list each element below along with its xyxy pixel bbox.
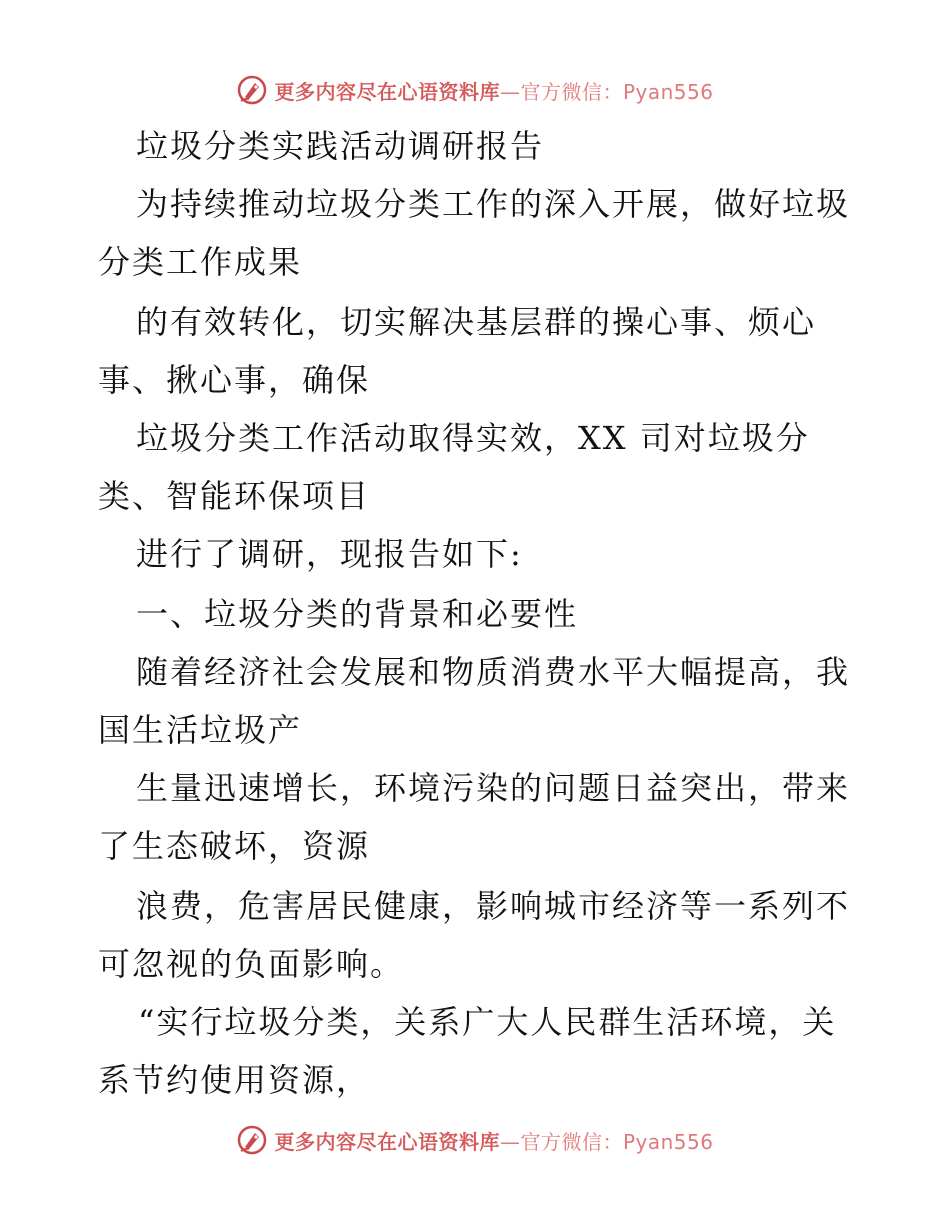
paragraph-line: “实行垃圾分类，关系广大人民群生活环境，关 xyxy=(138,1003,837,1041)
pen-nib-logo-icon xyxy=(236,1124,268,1156)
section-heading: 一、垃圾分类的背景和必要性 xyxy=(136,595,579,633)
watermark-brand: 更多内容尽在心语资料库 xyxy=(274,79,500,104)
paragraph-line: 事、揪心事，确保 xyxy=(98,361,371,399)
watermark-contact: 官方微信：Pyan556 xyxy=(520,79,714,104)
watermark-separator: — xyxy=(499,1129,521,1154)
paragraph-line: 类、智能环保项目 xyxy=(98,477,371,515)
paragraph-line: 为持续推动垃圾分类工作的深入开展，做好垃圾 xyxy=(136,185,851,223)
watermark-separator: — xyxy=(499,79,521,104)
footer-watermark xyxy=(0,1120,950,1160)
paragraph-line: 随着经济社会发展和物质消费水平大幅提高，我 xyxy=(136,653,851,691)
watermark-brand: 更多内容尽在心语资料库 xyxy=(274,1129,500,1154)
paragraph-line: 分类工作成果 xyxy=(98,243,303,281)
paragraph-line: 国生活垃圾产 xyxy=(98,711,303,749)
paragraph-line: 了生态破坏，资源 xyxy=(98,827,371,865)
document-title: 垃圾分类实践活动调研报告 xyxy=(136,127,545,165)
paragraph-line: 浪费，危害居民健康，影响城市经济等一系列不 xyxy=(136,887,851,925)
paragraph-line: 的有效转化，切实解决基层群的操心事、烦心 xyxy=(136,303,817,341)
paragraph-line: 可忽视的负面影响。 xyxy=(98,945,405,983)
paragraph-line: 垃圾分类工作活动取得实效，XX 司对垃圾分 xyxy=(136,419,810,457)
paragraph-line: 系节约使用资源， xyxy=(98,1061,371,1099)
paragraph-line: 生量迅速增长，环境污染的问题日益突出，带来 xyxy=(136,769,851,807)
watermark-text xyxy=(274,1126,713,1155)
watermark-contact: 官方微信：Pyan556 xyxy=(520,1129,714,1154)
paragraph-line: 进行了调研，现报告如下: xyxy=(136,535,523,573)
